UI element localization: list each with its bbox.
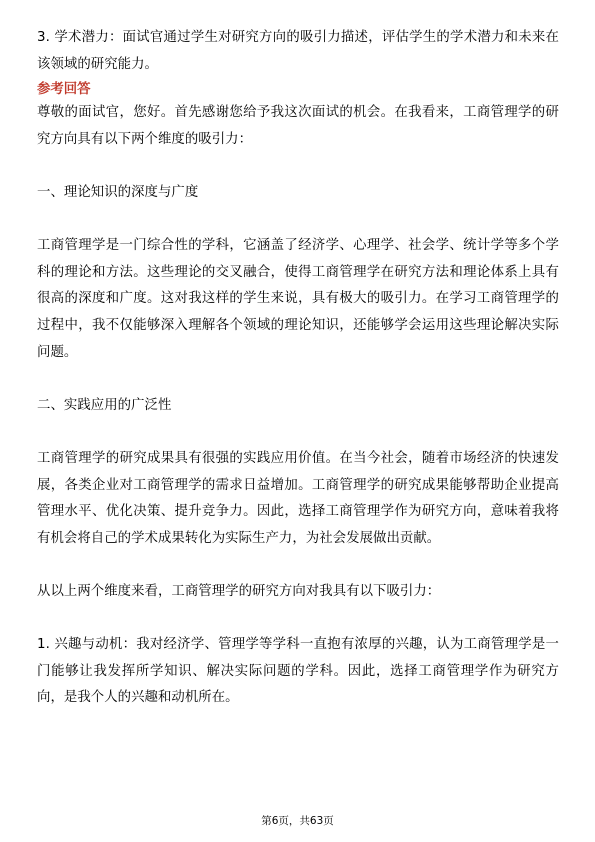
paragraph-academic-potential: 3. 学术潜力：面试官通过学生对研究方向的吸引力描述，评估学生的学术潜力和未来在该领域的研究能力。 xyxy=(37,30,559,72)
reference-answer-heading: 参考回答 xyxy=(37,82,91,98)
paragraph-summary: 从以上两个维度来看，工商管理学的研究方向对我具有以下吸引力： xyxy=(37,583,441,599)
section-heading-practice: 二、实践应用的广泛性 xyxy=(37,397,172,413)
paragraph-theory: 工商管理学是一门综合性的学科，它涵盖了经济学、心理学、社会学、统计学等多个学科的理论和方法。这些理论的交叉融合，使得工商管理学在研究方法和理论体系上具有很高的深度和广度。这对我这样的学生来说，具有极大的吸引力。在学习工商管理学的过程中，我不仅能够深入理解各个领域的理论知识，还能够学会运用这些理论解决实际问题。 xyxy=(37,238,559,360)
paragraph-interest-motivation: 1. 兴趣与动机：我对经济学、管理学等学科一直抱有浓厚的兴趣，认为工商管理学是一门能够让我发挥所学知识、解决实际问题的学科。因此，选择工商管理学作为研究方向，是我个人的兴趣和动机所在。 xyxy=(37,637,559,706)
document-body xyxy=(37,25,559,712)
page-number-footer: 第6页，共63页 xyxy=(261,815,334,827)
section-heading-theory: 一、理论知识的深度与广度 xyxy=(37,184,199,200)
paragraph-practice: 工商管理学的研究成果具有很强的实践应用价值。在当今社会，随着市场经济的快速发展，各类企业对工商管理学的需求日益增加。工商管理学的研究成果能够帮助企业提高管理水平、优化决策、提升竞争力。因此，选择工商管理学作为研究方向，意味着我将有机会将自己的学术成果转化为实际生产力，为社会发展做出贡献。 xyxy=(37,450,559,546)
paragraph-greeting: 尊敬的面试官，您好。首先感谢您给予我这次面试的机会。在我看来，工商管理学的研究方向具有以下两个维度的吸引力： xyxy=(37,105,559,147)
